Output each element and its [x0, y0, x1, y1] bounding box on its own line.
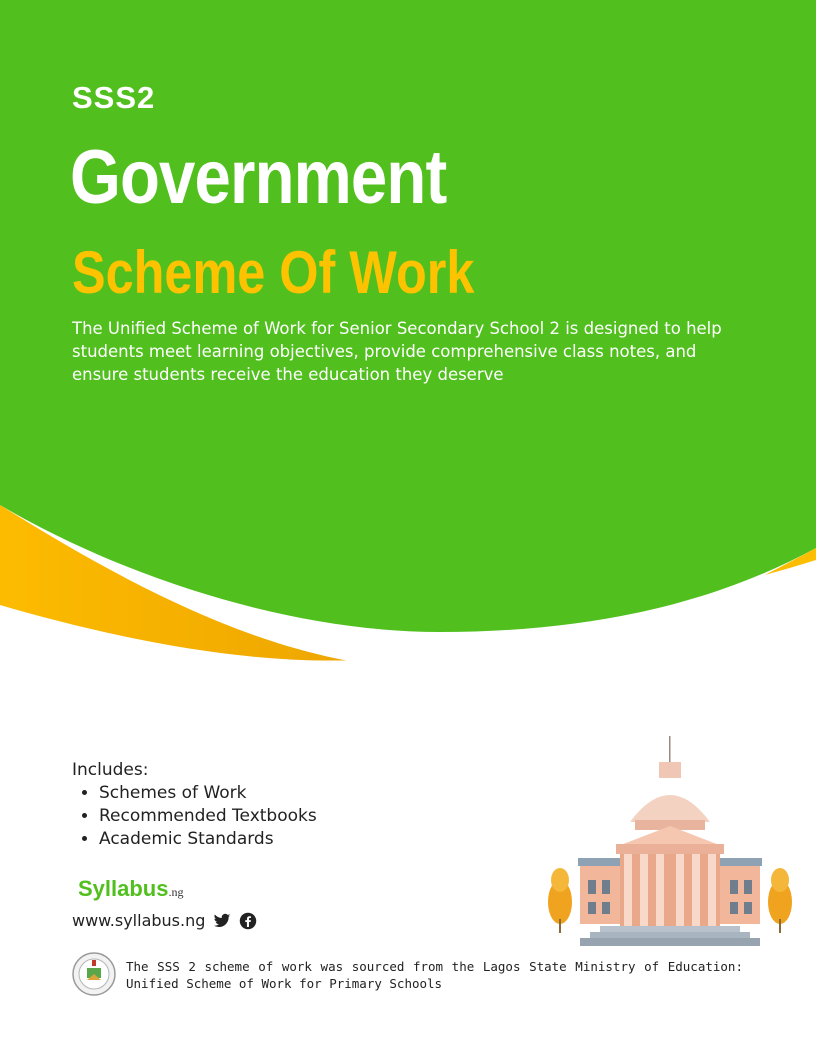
list-item: • Academic Standards: [99, 828, 317, 851]
list-item: • Schemes of Work: [99, 782, 317, 805]
list-item: • Recommended Textbooks: [99, 805, 317, 828]
includes-list: [72, 782, 317, 851]
syllabus-logo: [78, 876, 183, 902]
cover-description: The Unified Scheme of Work for Senior Secondary School 2 is designed to help students meet learning objectives, provide comprehensive class notes, and ensure students receive the education they deserve: [72, 319, 722, 384]
grade-label: SSS2: [72, 80, 156, 115]
website-link[interactable]: www.syllabus.ng: [72, 911, 206, 930]
website-row: [72, 911, 257, 930]
subject-title: Government: [70, 135, 447, 220]
ministry-seal-icon: [72, 952, 116, 996]
logo-tld: .ng: [168, 885, 184, 899]
includes-heading: Includes:: [72, 760, 149, 780]
government-building-illustration: [540, 734, 800, 950]
document-type-title: Scheme Of Work: [72, 239, 475, 306]
facebook-icon[interactable]: [239, 912, 257, 930]
logo-text: Syllabus: [78, 876, 169, 901]
twitter-icon[interactable]: [213, 912, 231, 930]
source-note: The SSS 2 scheme of work was sourced from the Lagos State Ministry of Education: Unified Scheme of Work for Primary Schools: [126, 959, 743, 991]
includes-section: [72, 759, 317, 851]
